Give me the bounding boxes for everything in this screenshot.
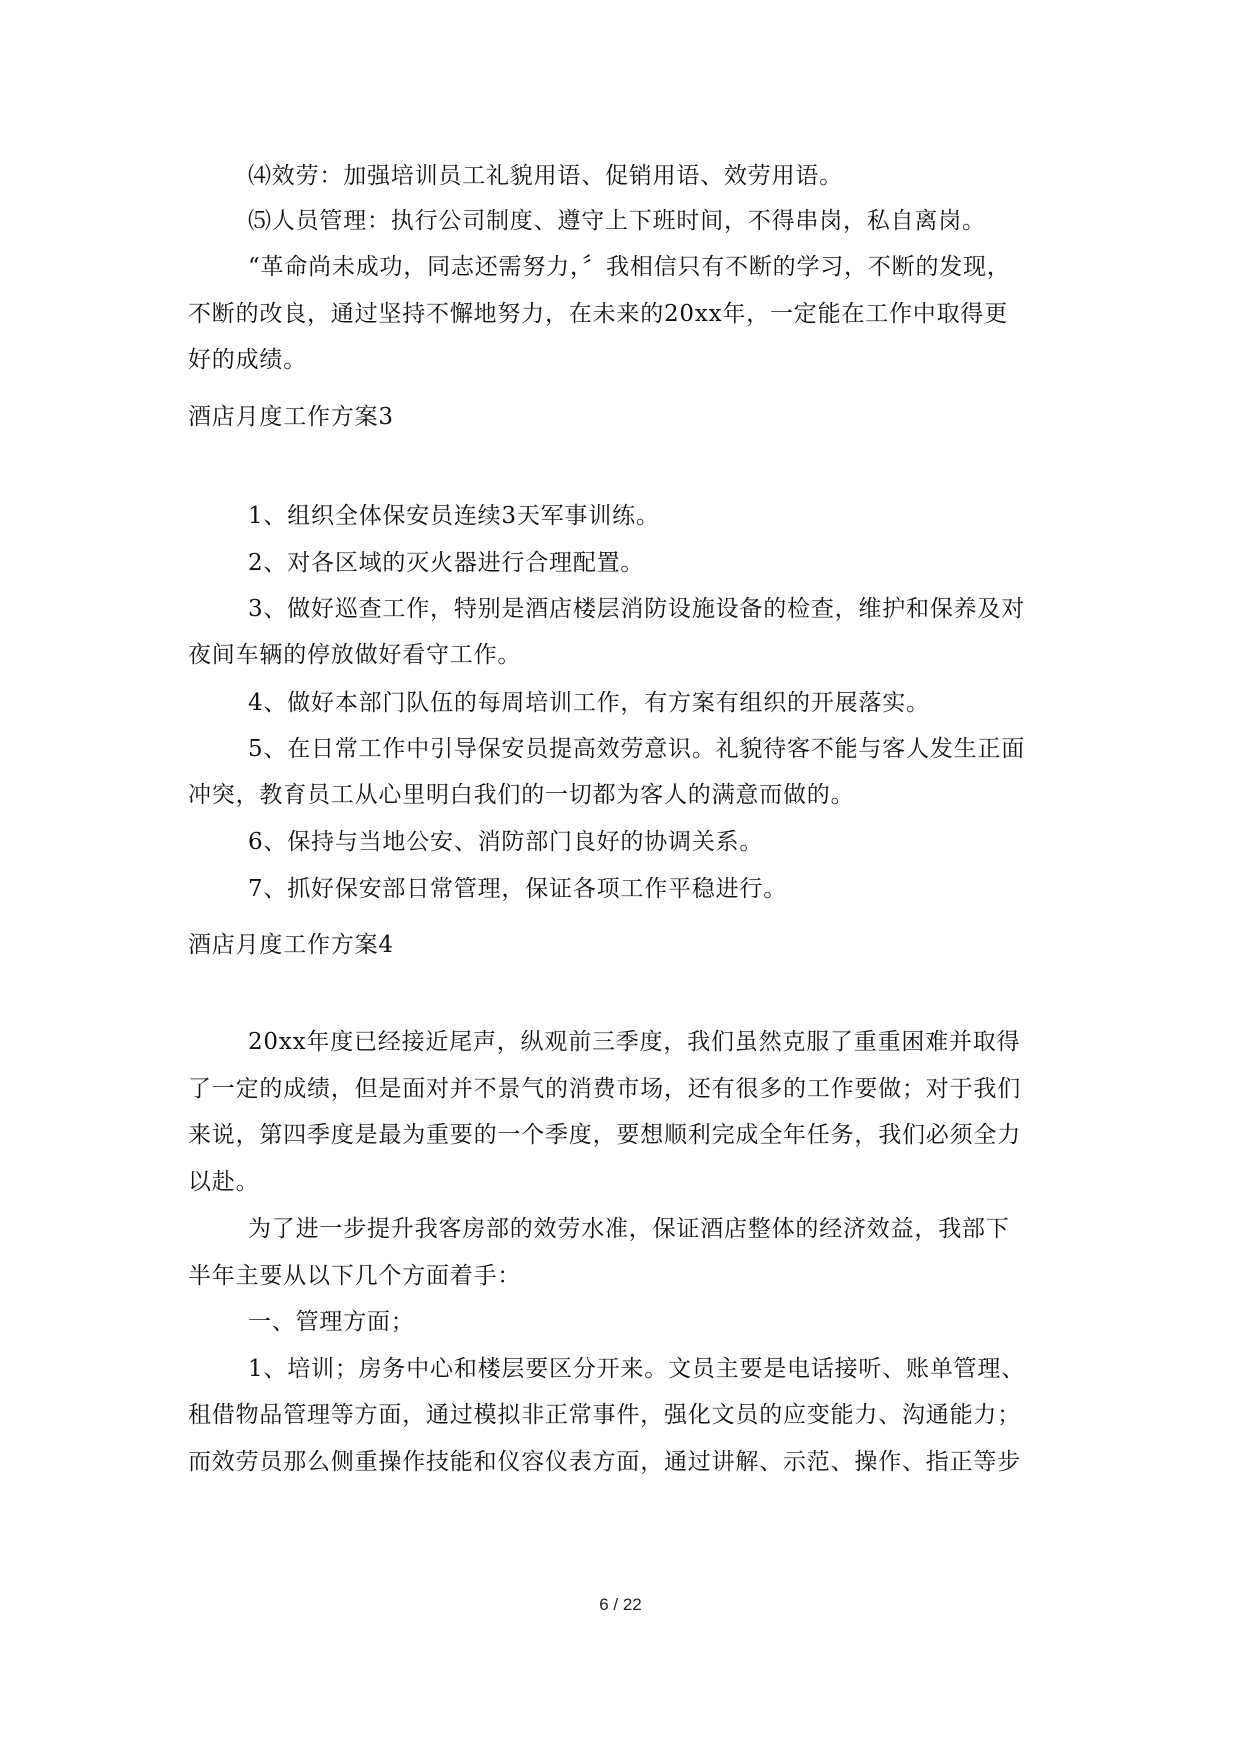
page-number: 6 / 22 bbox=[599, 1595, 642, 1614]
list-item: 7、抓好保安部日常管理，保证各项工作平稳进行。 bbox=[248, 876, 788, 902]
subheading-line: 一、管理方面； bbox=[248, 1309, 415, 1335]
list-item: 4、做好本部门队伍的每周培训工作，有方案有组织的开展落实。 bbox=[248, 690, 930, 716]
list-item-continuation: 租借物品管理等方面，通过模拟非正常事件，强化文员的应变能力、沟通能力； bbox=[188, 1402, 1021, 1428]
paragraph-line: “革命尚未成功，同志还需努力，〞我相信只有不断的学习，不断的发现， bbox=[248, 254, 1011, 280]
list-item: 3、做好巡查工作，特别是酒店楼层消防设施设备的检查，维护和保养及对 bbox=[248, 596, 1026, 622]
list-item: 1、组织全体保安员连续3天军事训练。 bbox=[248, 503, 660, 529]
paragraph-line: 20xx年度已经接近尾声，纵观前三季度，我们虽然克服了重重困难并取得 bbox=[248, 1029, 1021, 1055]
paragraph-line: 为了进一步提升我客房部的效劳水准，保证酒店整体的经济效益，我部下 bbox=[248, 1216, 1010, 1242]
paragraph-line: 半年主要从以下几个方面着手： bbox=[188, 1263, 522, 1289]
paragraph-line: 来说，第四季度是最为重要的一个季度，要想顺利完成全年任务，我们必须全力 bbox=[188, 1122, 1021, 1148]
list-item: 2、对各区域的灭火器进行合理配置。 bbox=[248, 550, 645, 576]
section-heading: 酒店月度工作方案4 bbox=[188, 932, 394, 958]
paragraph-line: 以赴。 bbox=[188, 1169, 260, 1195]
list-item-continuation: 冲突，教育员工从心里明白我们的一切都为客人的满意而做的。 bbox=[188, 782, 855, 808]
paragraph-line: 了一定的成绩，但是面对并不景气的消费市场，还有很多的工作要做；对于我们 bbox=[188, 1076, 1021, 1102]
list-item-continuation: 而效劳员那么侧重操作技能和仪容仪表方面，通过讲解、示范、操作、指正等步 bbox=[188, 1449, 1021, 1475]
paragraph-line: ⑷效劳：加强培训员工礼貌用语、促销用语、效劳用语。 bbox=[248, 163, 843, 189]
section-heading: 酒店月度工作方案3 bbox=[188, 404, 394, 430]
list-item: 6、保持与当地公安、消防部门良好的协调关系。 bbox=[248, 829, 764, 855]
list-item: 5、在日常工作中引导保安员提高效劳意识。礼貌待客不能与客人发生正面 bbox=[248, 736, 1026, 762]
list-item-continuation: 夜间车辆的停放做好看守工作。 bbox=[188, 642, 522, 668]
paragraph-line: 不断的改良，通过坚持不懈地努力，在未来的20xx年，一定能在工作中取得更 bbox=[188, 301, 1009, 327]
paragraph-line: 好的成绩。 bbox=[188, 347, 307, 373]
paragraph-line: ⑸人员管理：执行公司制度、遵守上下班时间，不得串岗，私自离岗。 bbox=[248, 208, 986, 234]
list-item: 1、培训；房务中心和楼层要区分开来。文员主要是电话接听、账单管理、 bbox=[248, 1356, 1026, 1382]
